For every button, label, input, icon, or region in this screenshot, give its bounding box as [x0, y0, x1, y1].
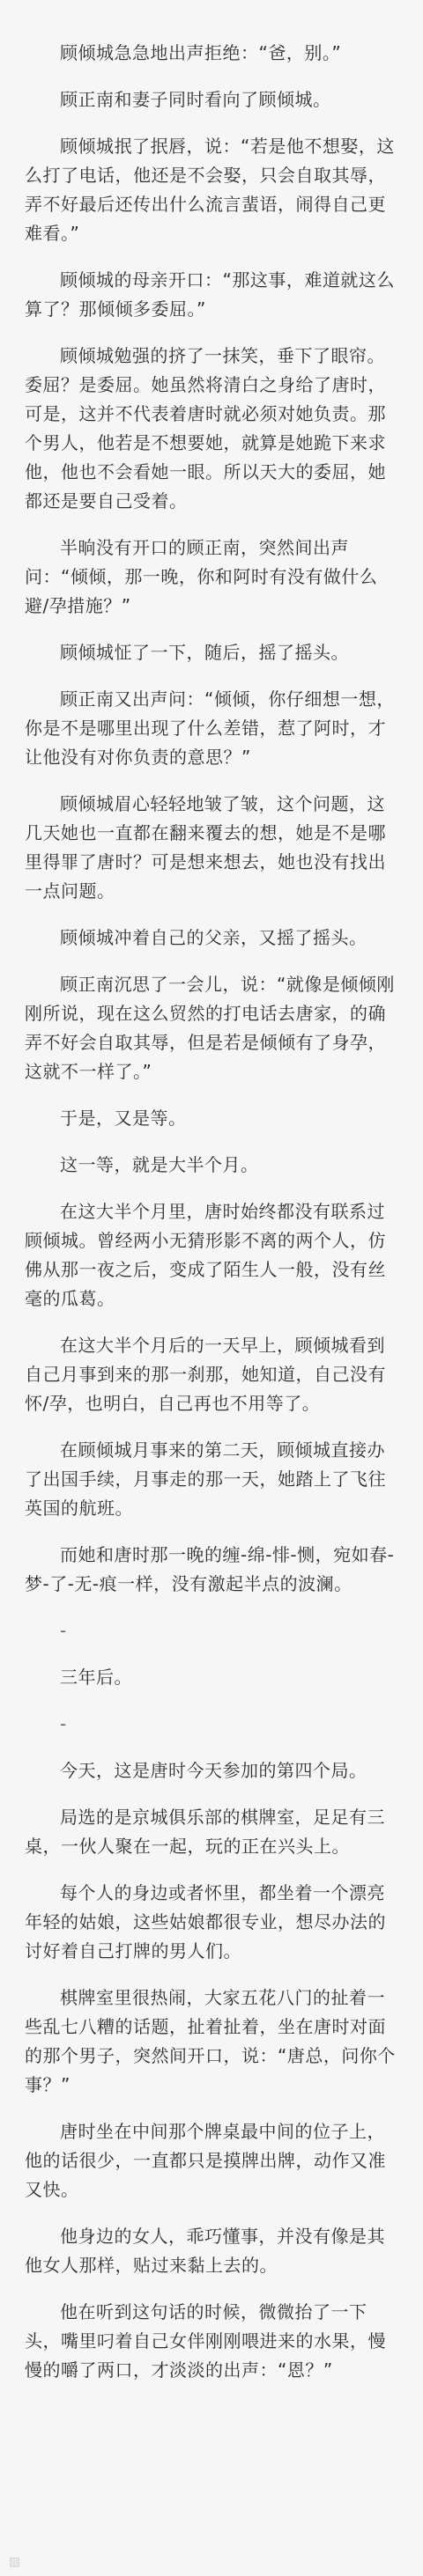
paragraph: 顾倾城抿了抿唇，说：“若是他不想娶，这么打了电话，他还是不会娶，只会自取其辱，弄不好最后还传出什么流言蜚语，闹得自己更难看。”: [25, 136, 395, 244]
paragraph: 唐时坐在中间那个牌桌最中间的位子上，他的话很少，一直都只是摸牌出牌，动作又准又快。: [25, 2121, 386, 2200]
paragraph: 于是，又是等。: [60, 1108, 187, 1129]
paragraph: 在这大半个月里，唐时始终都没有联系过顾倾城。曾经两小无猜形影不离的两个人，仿佛从那一夜之后，变成了陌生人一般，没有丝毫的瓜葛。: [25, 1201, 386, 1309]
paragraph: 在顾倾城月事来的第二天，顾倾城直接办了出国手续，月事走的那一天，她踏上了飞往英国的航班。: [25, 1439, 386, 1519]
paragraph: 局选的是京城俱乐部的棋牌室，足足有三桌，一伙人聚在一起，玩的正在兴头上。: [25, 1807, 385, 1857]
paragraph: 今天，这是唐时今天参加的第四个局。: [60, 1760, 367, 1781]
section-heading: 三年后。: [60, 1667, 132, 1688]
paragraph: 顾倾城怔了一下，随后，摇了摇头。: [60, 642, 349, 663]
paragraph: 这一等，就是大半个月。: [60, 1154, 259, 1175]
paragraph: 顾倾城勉强的挤了一抹笑，垂下了眼帘。委屈？是委屈。她虽然将清白之身给了唐时，可是，这并不代表着唐时就必须对她负责。那个男人，他若是不想要她，就算是她跪下来求他，他也不会看她一眼。所以天大的委屈，她都还是要自己受着。: [25, 345, 386, 512]
paragraph: 顾倾城急急地出声拒绝：“爸，别。”: [60, 42, 342, 63]
paragraph: 每个人的身边或者怀里，都坐着一个漂亮年轻的姑娘，这些姑娘都很专业，想尽办法的讨好着自己打牌的男人们。: [25, 1882, 386, 1961]
section-separator: -: [60, 1713, 67, 1734]
paragraph: 顾正南又出声问：“倾倾，你仔细想一想，你是不是哪里出现了什么差错，惹了阿时，才让他没有对你负责的意思？”: [25, 688, 395, 768]
watermark-logo: ▨: [9, 2555, 21, 2569]
paragraph: 半晌没有开口的顾正南，突然间出声问：“倾倾，那一晚，你和阿时有没有做什么避/孕措施？”: [25, 537, 378, 616]
paragraph: 顾倾城冲着自己的父亲，又摇了摇头。: [60, 927, 367, 948]
paragraph: 顾倾城眉心轻轻地皱了皱，这个问题，这几天她也一直都在翻来覆去的想，她是不是哪里得罪了唐时？可是想来想去，她也没有找出一点问题。: [25, 793, 386, 902]
paragraph: 顾正南和妻子同时看向了顾倾城。: [60, 89, 331, 110]
paragraph: 棋牌室里很热闹，大家五花八门的扯着一些乱七八糟的话题，扯着扯着，坐在唐时对面的那个男子，突然间开口，说：“唐总，问你个事？”: [25, 1987, 396, 2095]
section-separator: -: [60, 1620, 67, 1641]
paragraph: 在这大半个月后的一天早上，顾倾城看到自己月事到来的那一刹那，她知道，自己没有怀/孕，也明白，自己再也不用等了。: [25, 1335, 386, 1414]
paragraph: 而她和唐时那一晚的缠-绵-悱-恻，宛如春-梦-了-无-痕一样，没有激起半点的波澜。: [25, 1544, 395, 1594]
paragraph: 顾正南沉思了一会儿，说：“就像是倾倾刚刚所说，现在这么贸然的打电话去唐家，的确弄不好会自取其辱，但是若是倾倾有了身孕，这就不一样了。”: [25, 974, 395, 1082]
paragraph: 顾倾城的母亲开口：“那这事，难道就这么算了？那倾倾多委屈。”: [25, 269, 395, 320]
paragraph: 他身边的女人，乖巧懂事，并没有像是其他女人那样，贴过来黏上去的。: [25, 2226, 385, 2276]
paragraph: 他在听到这句话的时候，微微抬了一下头，嘴里叼着自己女伴刚刚喂进来的水果，慢慢的嚼了两口，才淡淡的出声：“恩？”: [25, 2301, 386, 2381]
